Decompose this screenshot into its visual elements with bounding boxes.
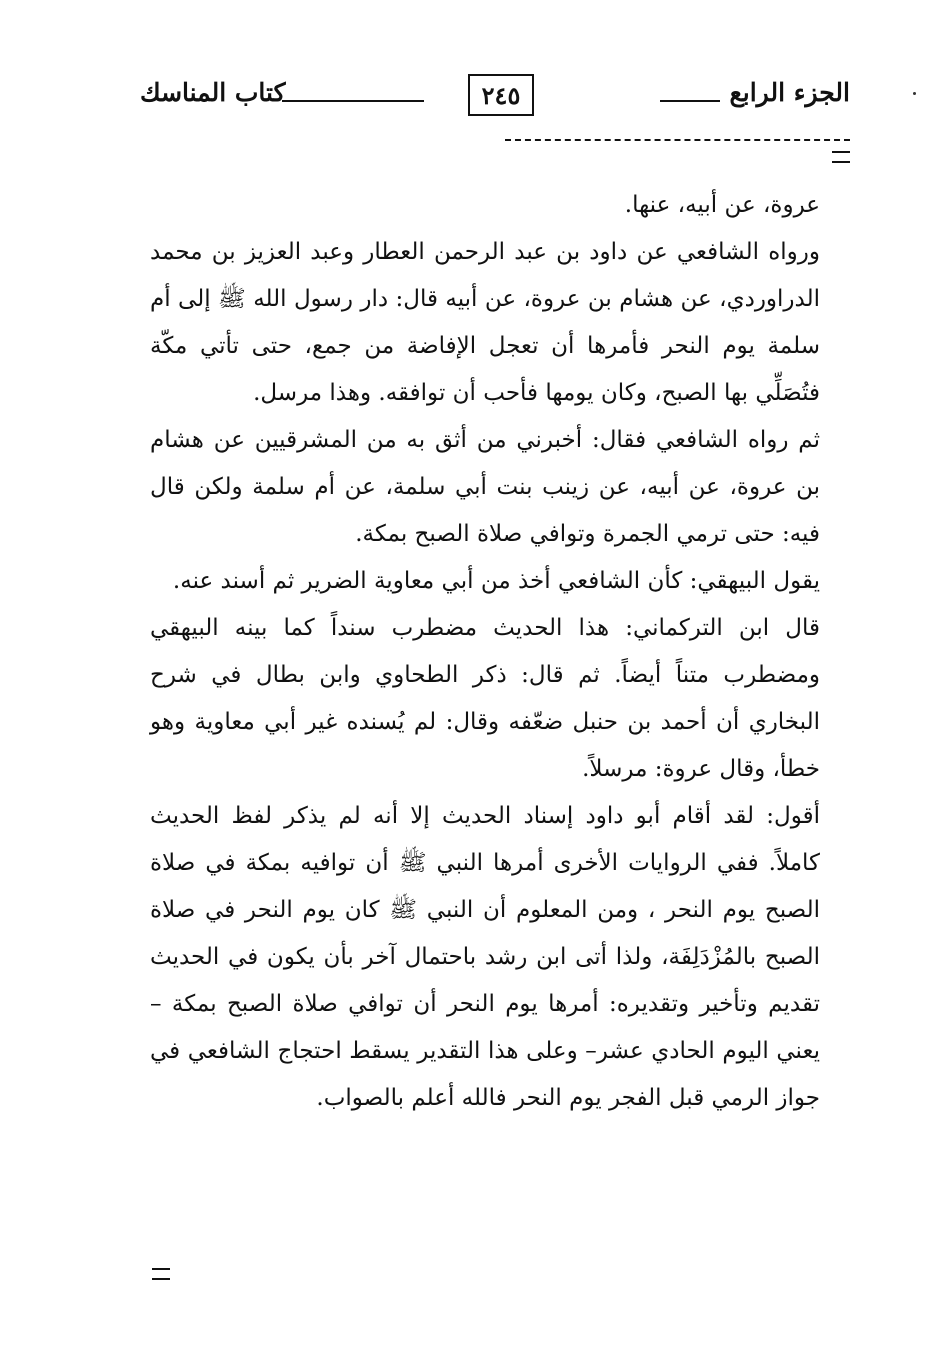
- paragraph-3: ثم رواه الشافعي فقال: أخبرني من أثق به من المشرقيين عن هشام بن عروة، عن أبيه، عن زينب بنت أبي سلمة، عن أم سلمة ولكن قال فيه: حتى ترمي الجمرة وتوافي صلاة الصبح بمكة.: [150, 427, 820, 547]
- section-mark-top: [832, 151, 850, 163]
- margin-dot: [913, 92, 916, 95]
- paragraph-5: قال ابن التركماني: هذا الحديث مضطرب سنداً كما بينه البيهقي ومضطرب متناً أيضاً. ثم قال: ذكر الطحاوي وابن بطال في شرح البخاري أن أحمد بن حنبل ضعّفه وقال: لم يُسنده غير أبي معاوية وهو خطأ، وقال عروة: مرسلاً.: [150, 615, 820, 782]
- header-dashed-rule: [505, 139, 850, 141]
- paragraph-4: يقول البيهقي: كأن الشافعي أخذ من أبي معاوية الضرير ثم أسند عنه.: [172, 568, 820, 594]
- book-title: كتاب المناسك: [140, 78, 286, 107]
- paragraph-2: ورواه الشافعي عن داود بن عبد الرحمن العطار وعبد العزيز بن محمد الدراوردي، عن هشام بن عروة، عن أبيه قال: دار رسول الله ﷺ إلى أم سلمة يوم النحر فأمرها أن تعجل الإفاضة من جمع، حتى تأتي مكّة فتُصَلِّي بها الصبح، وكان يومها فأحب أن توافقه. وهذا مرسل.: [150, 239, 820, 406]
- header-rule-right: [660, 100, 720, 102]
- paragraph-1: عروة، عن أبيه، عنها.: [624, 192, 820, 218]
- body-text: [150, 182, 820, 1122]
- header-rule-left: [282, 100, 424, 102]
- page-number-box: ٢٤٥: [468, 74, 534, 116]
- running-header: [140, 74, 850, 124]
- volume-label: الجزء الرابع: [729, 78, 850, 107]
- paragraph-6: أقول: لقد أقام أبو داود إسناد الحديث إلا أنه لم يذكر لفظ الحديث كاملاً. ففي الروايات الأخرى أمرها النبي ﷺ أن توافيه بمكة في صلاة الصبح يوم النحر ، ومن المعلوم أن النبي ﷺ كان يوم النحر في صلاة الصبح بالمُزْدَلِفَة، ولذا أتى ابن رشد باحتمال آخر بأن يكون في الحديث تقديم وتأخير وتقديره: أمرها يوم النحر أن توافي صلاة الصبح بمكة – يعني اليوم الحادي عشر– وعلى هذا التقدير يسقط احتجاج الشافعي في جواز الرمي قبل الفجر يوم النحر فالله أعلم بالصواب.: [150, 803, 820, 1111]
- section-mark-bottom: [152, 1268, 170, 1280]
